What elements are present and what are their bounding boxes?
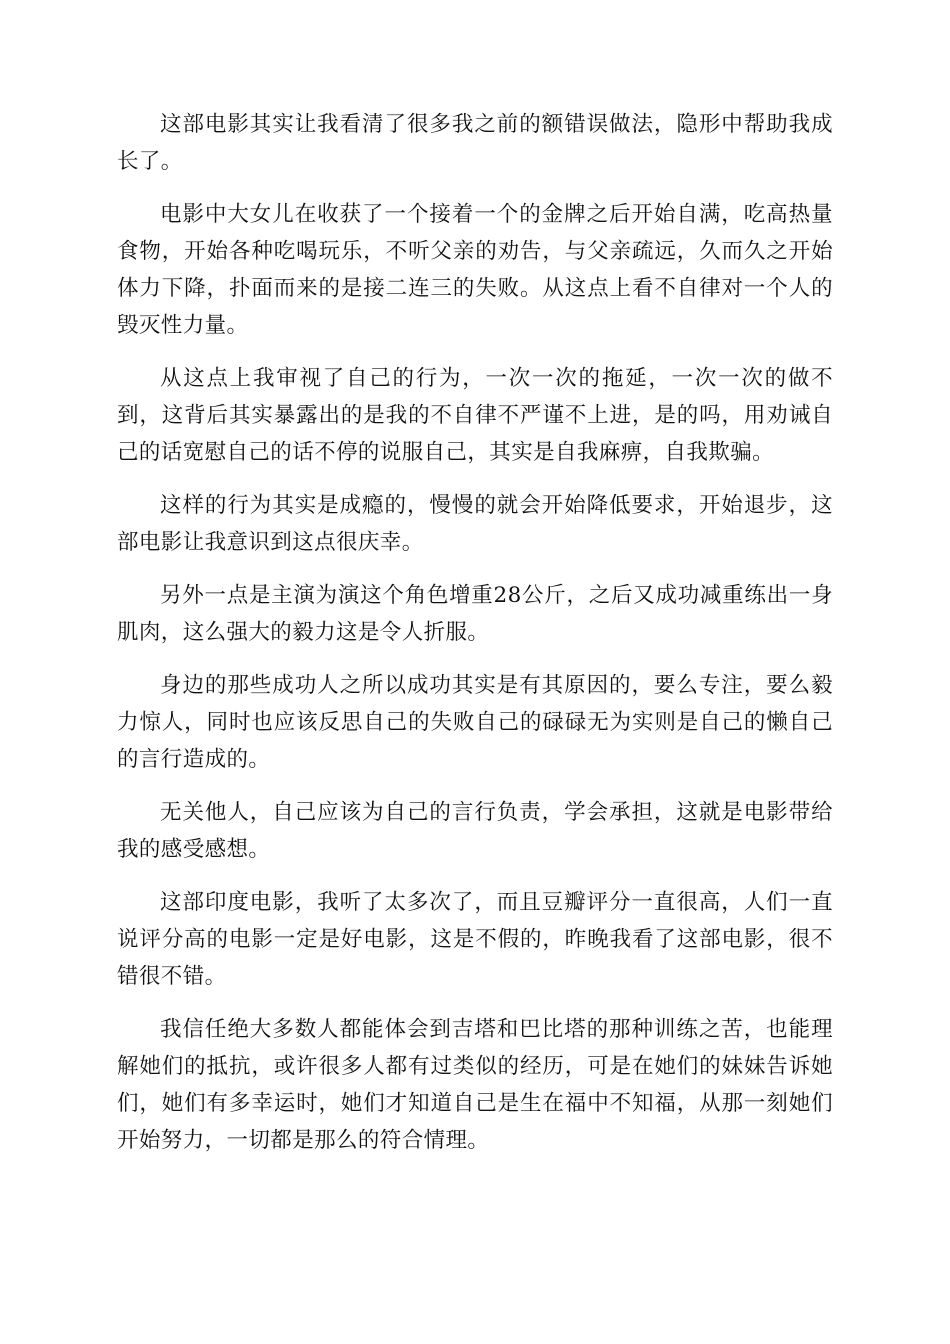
paragraph-2: 电影中大女儿在收获了一个接着一个的金牌之后开始自满，吃高热量食物，开始各种吃喝玩乐，不听父亲的劝告，与父亲疏远，久而久之开始体力下降，扑面而来的是接二连三的失败。从这点上看不自律对一个人的毁灭性力量。: [117, 202, 833, 338]
paragraph-4: 这样的行为其实是成瘾的，慢慢的就会开始降低要求，开始退步，这部电影让我意识到这点很庆幸。: [117, 493, 833, 555]
paragraph-1: 这部电影其实让我看清了很多我之前的额错误做法，隐形中帮助我成长了。: [117, 112, 833, 174]
paragraph-6: 身边的那些成功人之所以成功其实是有其原因的，要么专注，要么毅力惊人，同时也应该反思自己的失败自己的碌碌无为实则是自己的懒自己的言行造成的。: [117, 673, 833, 772]
paragraph-9: 我信任绝大多数人都能体会到吉塔和巴比塔的那种训练之苦，也能理解她们的抵抗，或许很多人都有过类似的经历，可是在她们的妹妹告诉她们，她们有多幸运时，她们才知道自己是生在福中不知福，从那一刻她们开始努力，一切都是那么的符合情理。: [117, 1017, 833, 1153]
paragraph-3: 从这点上我审视了自己的行为，一次一次的拖延，一次一次的做不到，这背后其实暴露出的是我的不自律不严谨不上进，是的吗，用劝诫自己的话宽慰自己的话不停的说服自己，其实是自我麻痹，自我欺骗。: [117, 366, 833, 465]
document-page: [117, 106, 833, 1175]
paragraph-7: 无关他人，自己应该为自己的言行负责，学会承担，这就是电影带给我的感受感想。: [117, 800, 833, 862]
paragraph-8: 这部印度电影，我听了太多次了，而且豆瓣评分一直很高，人们一直说评分高的电影一定是好电影，这是不假的，昨晚我看了这部电影，很不错很不错。: [117, 890, 833, 989]
paragraph-5: 另外一点是主演为演这个角色增重28公斤，之后又成功减重练出一身肌肉，这么强大的毅力这是令人折服。: [117, 583, 833, 645]
